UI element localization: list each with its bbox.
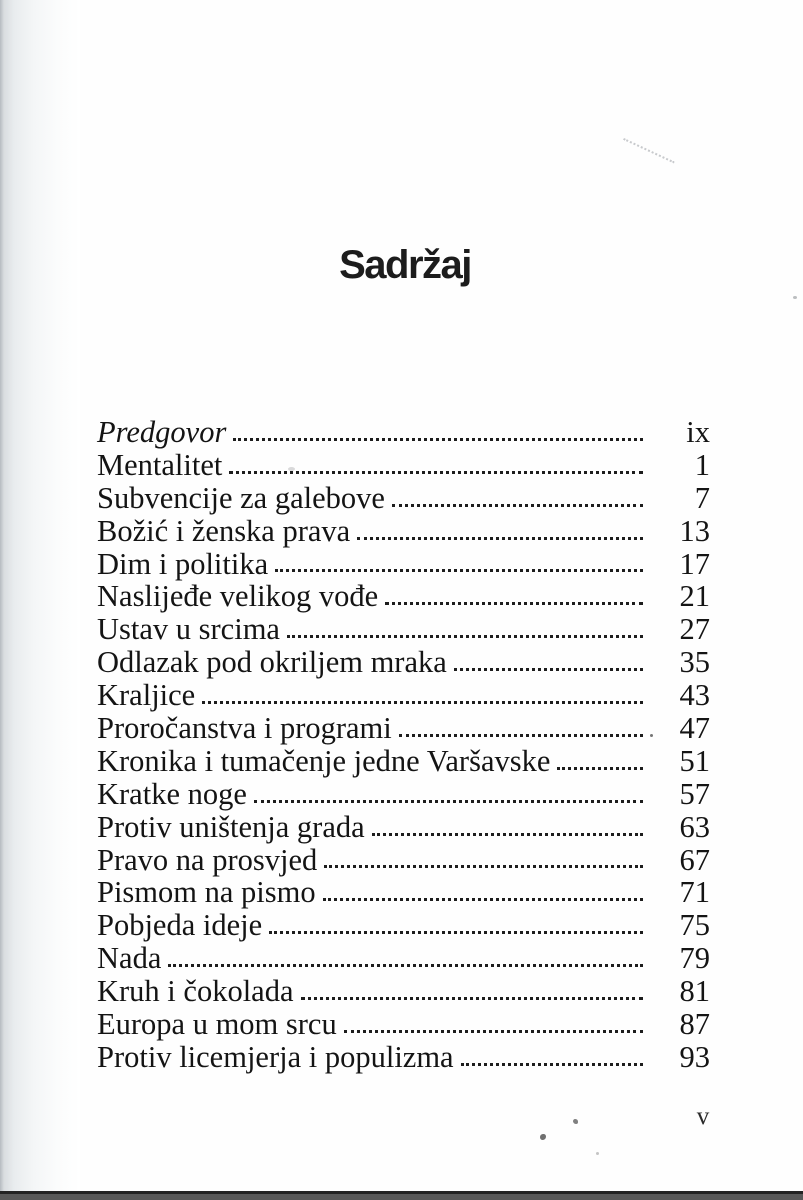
dot-leader (461, 1063, 643, 1066)
toc-entry-page-number: 67 (679, 842, 710, 877)
dot-leader (324, 865, 643, 868)
scan-artifact-scratch (623, 138, 675, 163)
dot-leader (229, 471, 643, 474)
toc-entry-label: Protiv licemjerja i populizma (97, 1039, 454, 1074)
toc-entry-label: Protiv uništenja grada (97, 809, 365, 844)
toc-row (97, 416, 710, 449)
scan-artifact-speck (596, 1152, 599, 1155)
toc-row (97, 1041, 710, 1074)
toc-row (97, 482, 710, 515)
toc-row (97, 942, 710, 975)
dot-leader (275, 569, 643, 572)
toc-entry-page-number: 79 (679, 941, 710, 976)
toc-row (97, 975, 710, 1008)
scan-artifact-speck (650, 734, 653, 737)
scan-bottom-edge (0, 1191, 803, 1200)
dot-leader (372, 833, 643, 836)
toc-row (97, 1008, 710, 1041)
dot-leader (168, 964, 643, 967)
toc-row (97, 778, 710, 811)
toc-entry-label: Pismom na pismo (97, 875, 316, 910)
dot-leader (287, 635, 643, 638)
toc-entry-page-number: 47 (679, 711, 710, 746)
dot-leader (344, 1030, 643, 1033)
toc-entry-page-number: 43 (679, 678, 710, 713)
toc-row (97, 909, 710, 942)
page-title: Sadržaj (339, 243, 471, 287)
toc-entry-label: Kraljice (97, 678, 196, 713)
toc-entry-page-number: 13 (679, 513, 710, 548)
toc-row (97, 876, 710, 909)
toc-entry-page-number: 87 (679, 1007, 710, 1042)
toc-entry-label: Ustav u srcima (97, 612, 280, 647)
toc-entry-label: Pobjeda ideje (97, 908, 263, 943)
toc-entry-label: Božić i ženska prava (97, 513, 351, 548)
toc-entry-label: Dim i politika (97, 546, 269, 581)
toc-row (97, 844, 710, 877)
toc-entry-page-number: 75 (679, 908, 710, 943)
toc-row (97, 515, 710, 548)
toc-entry-label: Predgovor (97, 415, 227, 449)
toc-row (97, 548, 710, 581)
dot-leader (357, 537, 643, 540)
toc-entry-label: Odlazak pod okriljem mraka (97, 645, 447, 680)
folio-page-number: v (696, 1103, 710, 1130)
toc-entry-page-number: 57 (679, 776, 710, 811)
dot-leader (254, 800, 643, 803)
dot-leader (454, 668, 643, 671)
toc-row (97, 580, 710, 613)
toc-row (97, 646, 710, 679)
dot-leader (399, 734, 643, 737)
toc-entry-label: Kruh i čokolada (97, 974, 294, 1009)
toc-entry-label: Subvencije za galebove (97, 480, 385, 515)
dot-leader (392, 504, 643, 507)
toc-entry-page-number: 81 (679, 974, 710, 1009)
toc-entry-label: Proročanstva i programi (97, 711, 392, 746)
dot-leader (202, 701, 643, 704)
scan-artifact-speck (540, 1134, 546, 1140)
toc-row (97, 449, 710, 482)
toc-entry-page-number: 35 (679, 645, 710, 680)
toc-entry-label: Europa u mom srcu (97, 1007, 337, 1042)
toc-entry-page-number: 27 (679, 612, 710, 647)
toc-entry-page-number: 71 (679, 875, 710, 910)
toc-entry-label: Nada (97, 941, 162, 976)
scan-artifact-speck (793, 296, 797, 299)
table-of-contents (97, 416, 710, 1074)
toc-entry-label: Mentalitet (97, 447, 223, 482)
toc-row (97, 613, 710, 646)
toc-entry-page-number: 1 (694, 447, 710, 482)
toc-entry-page-number: 17 (679, 546, 710, 581)
scan-artifact-smudge (288, 467, 295, 471)
toc-entry-page-number: 21 (679, 579, 710, 614)
toc-entry-page-number: ix (686, 415, 710, 449)
toc-entry-label: Pravo na prosvjed (97, 842, 318, 877)
dot-leader (301, 997, 644, 1000)
toc-row (97, 811, 710, 844)
toc-entry-label: Kronika i tumačenje jedne Varšavske (97, 743, 551, 778)
scan-artifact-speck (573, 1119, 578, 1124)
dot-leader (557, 767, 643, 770)
toc-entry-label: Naslijeđe velikog vođe (97, 579, 379, 614)
toc-entry-page-number: 51 (679, 743, 710, 778)
dot-leader (385, 602, 643, 605)
toc-entry-page-number: 63 (679, 809, 710, 844)
toc-row (97, 745, 710, 778)
dot-leader (233, 438, 643, 441)
toc-row (97, 679, 710, 712)
toc-row (97, 712, 710, 745)
toc-entry-page-number: 93 (679, 1039, 710, 1074)
dot-leader (269, 931, 643, 934)
page-gutter-shadow (0, 0, 80, 1200)
dot-leader (323, 898, 643, 901)
toc-entry-label: Kratke noge (97, 776, 247, 811)
toc-entry-page-number: 7 (694, 480, 710, 515)
